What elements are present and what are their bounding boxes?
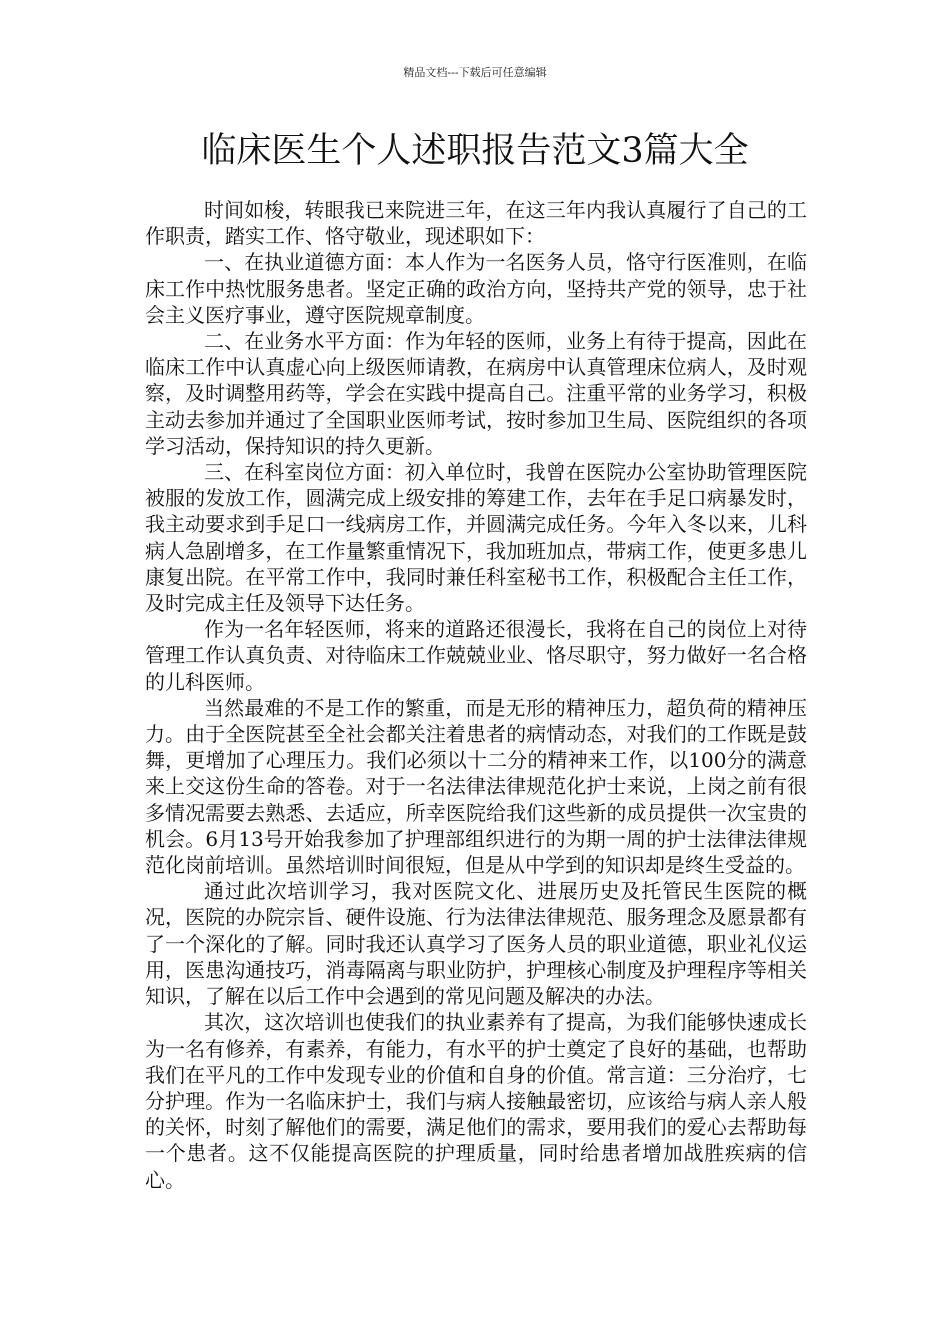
paragraph-2: 一、在执业道德方面：本人作为一名医务人员，恪守行医准则，在临床工作中热忱服务患者。坚定正确的政治方向，坚持共产党的领导，忠于社会主义医疗事业，遵守医院规章制度。 [145, 250, 807, 327]
paragraph-7: 通过此次培训学习，我对医院文化、进展历史及托管民生医院的概况，医院的办院宗旨、硬件设施、行为法律法律规范、服务理念及愿景都有了一个深化的了解。同时我还认真学习了医务人员的职业道德，职业礼仪运用，医患沟通技巧，消毒隔离与职业防护，护理核心制度及护理程序等相关知识，了解在以后工作中会遇到的常见问题及解决的办法。 [145, 879, 807, 1009]
paragraph-5: 作为一名年轻医师，将来的道路还很漫长，我将在自己的岗位上对待管理工作认真负责、对待临床工作兢兢业业、恪尽职守，努力做好一名合格的儿科医师。 [145, 617, 807, 694]
paragraph-4: 三、在科室岗位方面：初入单位时，我曾在医院办公室协助管理医院被服的发放工作，圆满完成上级安排的筹建工作，去年在手足口病暴发时，我主动要求到手足口一线病房工作，并圆满完成任务。今年入冬以来，儿科病人急剧增多，在工作量繁重情况下，我加班加点，带病工作，使更多患儿康复出院。在平常工作中，我同时兼任科室秘书工作，积极配合主任工作，及时完成主任及领导下达任务。 [145, 460, 807, 616]
document-body [145, 197, 807, 1193]
document-title: 临床医生个人述职报告范文3篇大全 [201, 131, 749, 171]
paragraph-6: 当然最难的不是工作的繁重，而是无形的精神压力，超负荷的精神压力。由于全医院甚至全社会都关注着患者的病情动态，对我们的工作既是鼓舞，更增加了心理压力。我们必须以十二分的精神来工作，以100分的满意来上交这份生命的答卷。对于一名法律法律规范化护士来说，上岗之前有很多情况需要去熟悉、去适应，所幸医院给我们这些新的成员提供一次宝贵的机会。6月13号开始我参加了护理部组织进行的为期一周的护士法律法律规范化岗前培训。虽然培训时间很短，但是从中学到的知识却是终生受益的。 [145, 695, 807, 878]
header-note: 精品文档---下载后可任意编辑 [403, 66, 547, 79]
paragraph-8: 其次，这次培训也使我们的执业素养有了提高，为我们能够快速成长为一名有修养，有素养，有能力，有水平的护士奠定了良好的基础，也帮助我们在平凡的工作中发现专业的价值和自身的价值。常言道：三分治疗，七分护理。作为一名临床护士，我们与病人接触最密切，应该给与病人亲人般的关怀，时刻了解他们的需要，满足他们的需求，要用我们的爱心去帮助每一个患者。这不仅能提高医院的护理质量，同时给患者增加战胜疾病的信心。 [145, 1010, 807, 1192]
paragraph-1: 时间如梭，转眼我已来院进三年，在这三年内我认真履行了自己的工作职责，踏实工作、恪守敬业，现述职如下： [145, 198, 807, 249]
paragraph-3: 二、在业务水平方面：作为年轻的医师，业务上有待于提高，因此在临床工作中认真虚心向上级医师请教，在病房中认真管理床位病人，及时观察，及时调整用药等，学会在实践中提高自己。注重平常的业务学习，积极主动去参加并通过了全国职业医师考试，按时参加卫生局、医院组织的各项学习活动，保持知识的持久更新。 [145, 329, 807, 458]
